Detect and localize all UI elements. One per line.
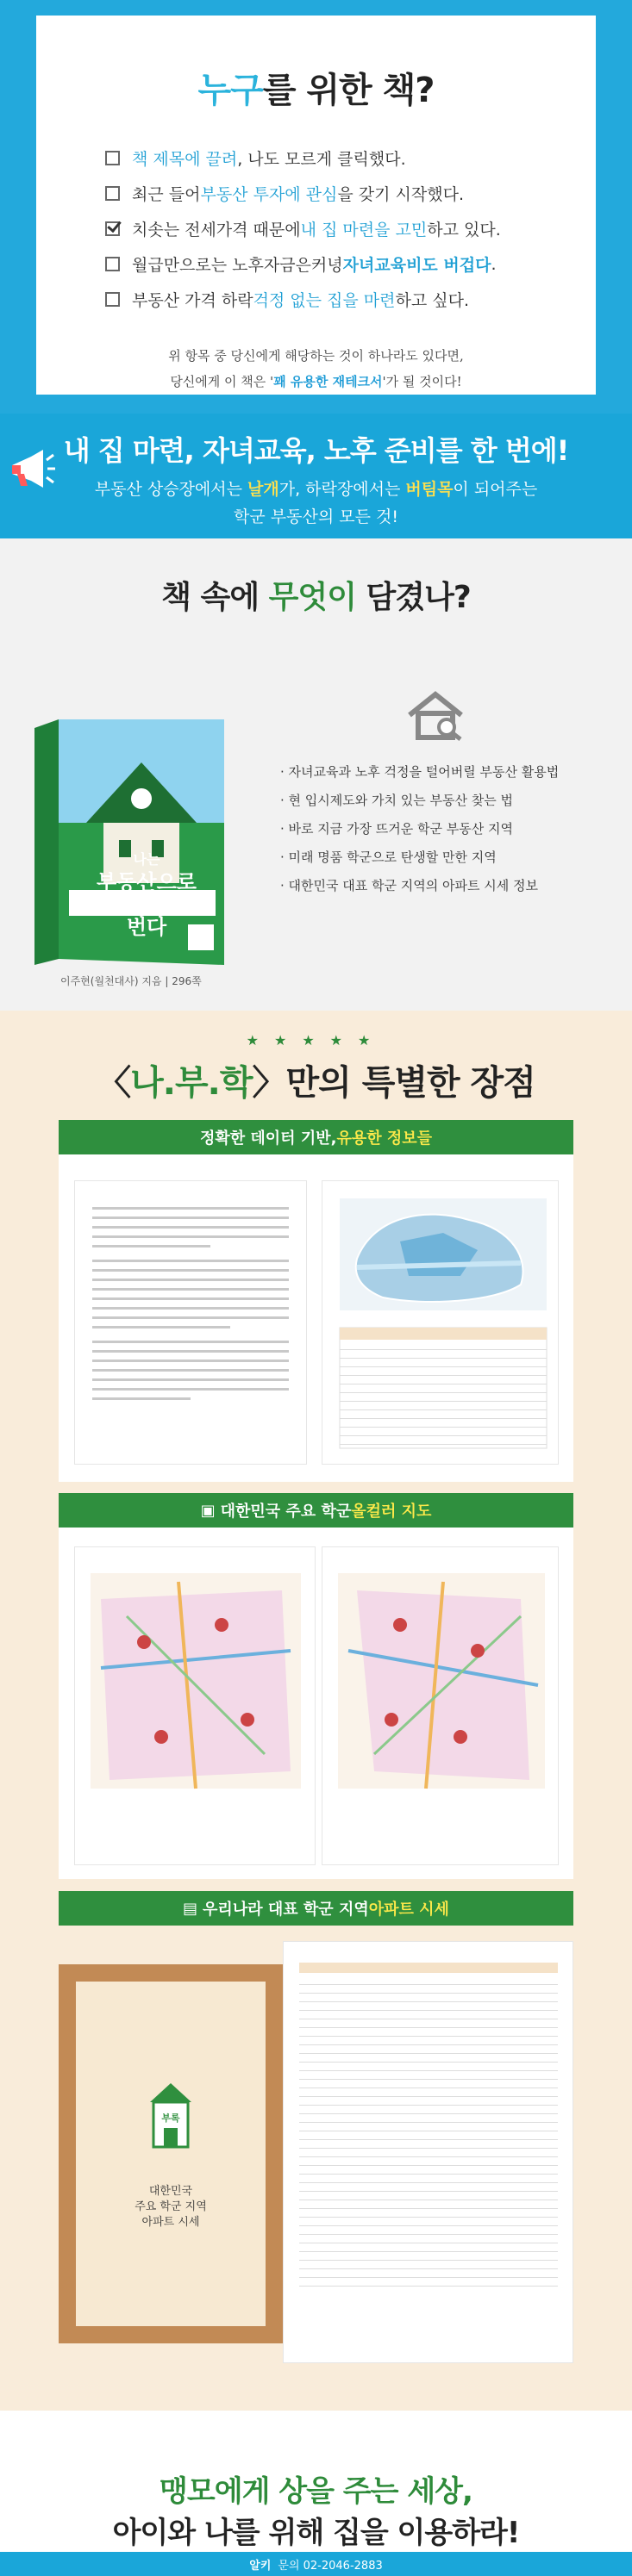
banner-subtext: 부동산 상승장에서는 날개가, 하락장에서는 버팀목이 되어주는 학군 부동산의 모든 것! [94,480,538,526]
contents-item: · 대한민국 대표 학군 지역의 아파트 시세 정보 [280,878,538,893]
target-reader-note: 위 항목 중 당신에게 해당하는 것이 하나라도 있다면, 당신에게 이 책은 '꽤 유용한 재테크서'가 될 것이다! [168,348,464,389]
target-reader-section [0,0,632,414]
contents-item: · 현 입시제도와 가치 있는 부동산 찾는 법 [280,793,513,808]
sample-map-left [74,1546,316,1865]
contents-item: · 자녀교육과 노후 걱정을 털어버릴 부동산 활용법 [280,764,560,780]
contents-item: · 바로 지금 가장 뜨거운 학군 부동산 지역 [280,821,513,837]
gangnam-map [75,1547,316,1866]
contact-info: 문의 02-2046-2883 [278,2559,383,2573]
contents-title: 책 속에 무엇이 담겼나? [161,580,471,615]
house-icon [405,689,466,741]
sample-price-table-page [283,1941,573,2363]
title-highlight: 누구 [197,71,263,110]
contents-list [280,762,559,905]
book-caption: 이주현(월천대사) 지음 | 296쪽 [60,975,202,987]
stars-decoration: ★★★★★ [246,1032,386,1048]
sample-map-right [322,1546,559,1865]
banner-headline: 내 집 마련, 자녀교육, 노후 준비를 한 번에! [63,434,569,467]
feature-bar-data: 정확한 데이터 기반, 유용한 정보들 [59,1120,573,1154]
sample-text-page [74,1180,307,1465]
building-icon: ▤ [183,1899,198,1918]
checklist [105,140,501,317]
checklist-item: 치솟는 전세가격 때문에 내 집 마련을 고민 하고 있다. [105,211,501,246]
contents-item: · 미래 명품 학군으로 탄생할 만한 지역 [280,849,497,865]
checkbox-checked-icon [105,221,120,236]
checklist-item: 책 제목에 끌려 , 나도 모르게 클릭했다. [105,140,501,176]
features-title: 〈나.부.학〉만의 특별한 장점 [97,1063,535,1103]
promo-banner [0,414,632,538]
price-table-rows [340,1341,547,1445]
sample-map-page [322,1180,559,1465]
feature-panel-maps [59,1528,573,1879]
closing-headline: 맹모에게 상을 주는 세상, 아이와 나를 위해 집을 이용하라! [112,2474,520,2550]
footer [0,2552,632,2576]
title-rest: 를 위한 책? [262,71,435,110]
checkbox-icon [105,292,120,307]
target-reader-card [36,16,596,395]
feature-bar-maps: ▣ 대한민국 주요 학군 올컬러 지도 [59,1493,573,1528]
appendix-cover [59,1964,283,2343]
checklist-item: 최근 들어 부동산 투자에 관심 을 갖기 시작했다. [105,176,501,211]
daechi-map [322,1547,560,1866]
price-table [299,1976,558,2287]
checkbox-icon [105,186,120,201]
target-reader-title [36,63,596,112]
features-section [0,1011,632,2411]
checklist-item: 부동산 가격 하락 걱정 없는 집을 마련 하고 싶다. [105,282,501,317]
checklist-item: 월급만으로는 노후자금은커녕 자녀교육비도 버겁다 . [105,246,501,282]
contents-section [0,538,632,1011]
feature-panel-data [59,1154,573,1482]
camera-icon: ▣ [200,1501,216,1520]
checkbox-icon [105,257,120,271]
appendix-label: 대한민국 주요 학군 지역 아파트 시세 [135,2185,207,2229]
appendix-logo-text: 부록 [161,2112,180,2124]
feature-bar-prices: ▤ 우리나라 대표 학군 지역 아파트 시세 [59,1891,573,1926]
publisher-logo: 알키 [249,2559,272,2573]
checkbox-icon [105,151,120,165]
book-cover-title: 나는 부동산으로 아이 학비 번다 [97,851,197,939]
